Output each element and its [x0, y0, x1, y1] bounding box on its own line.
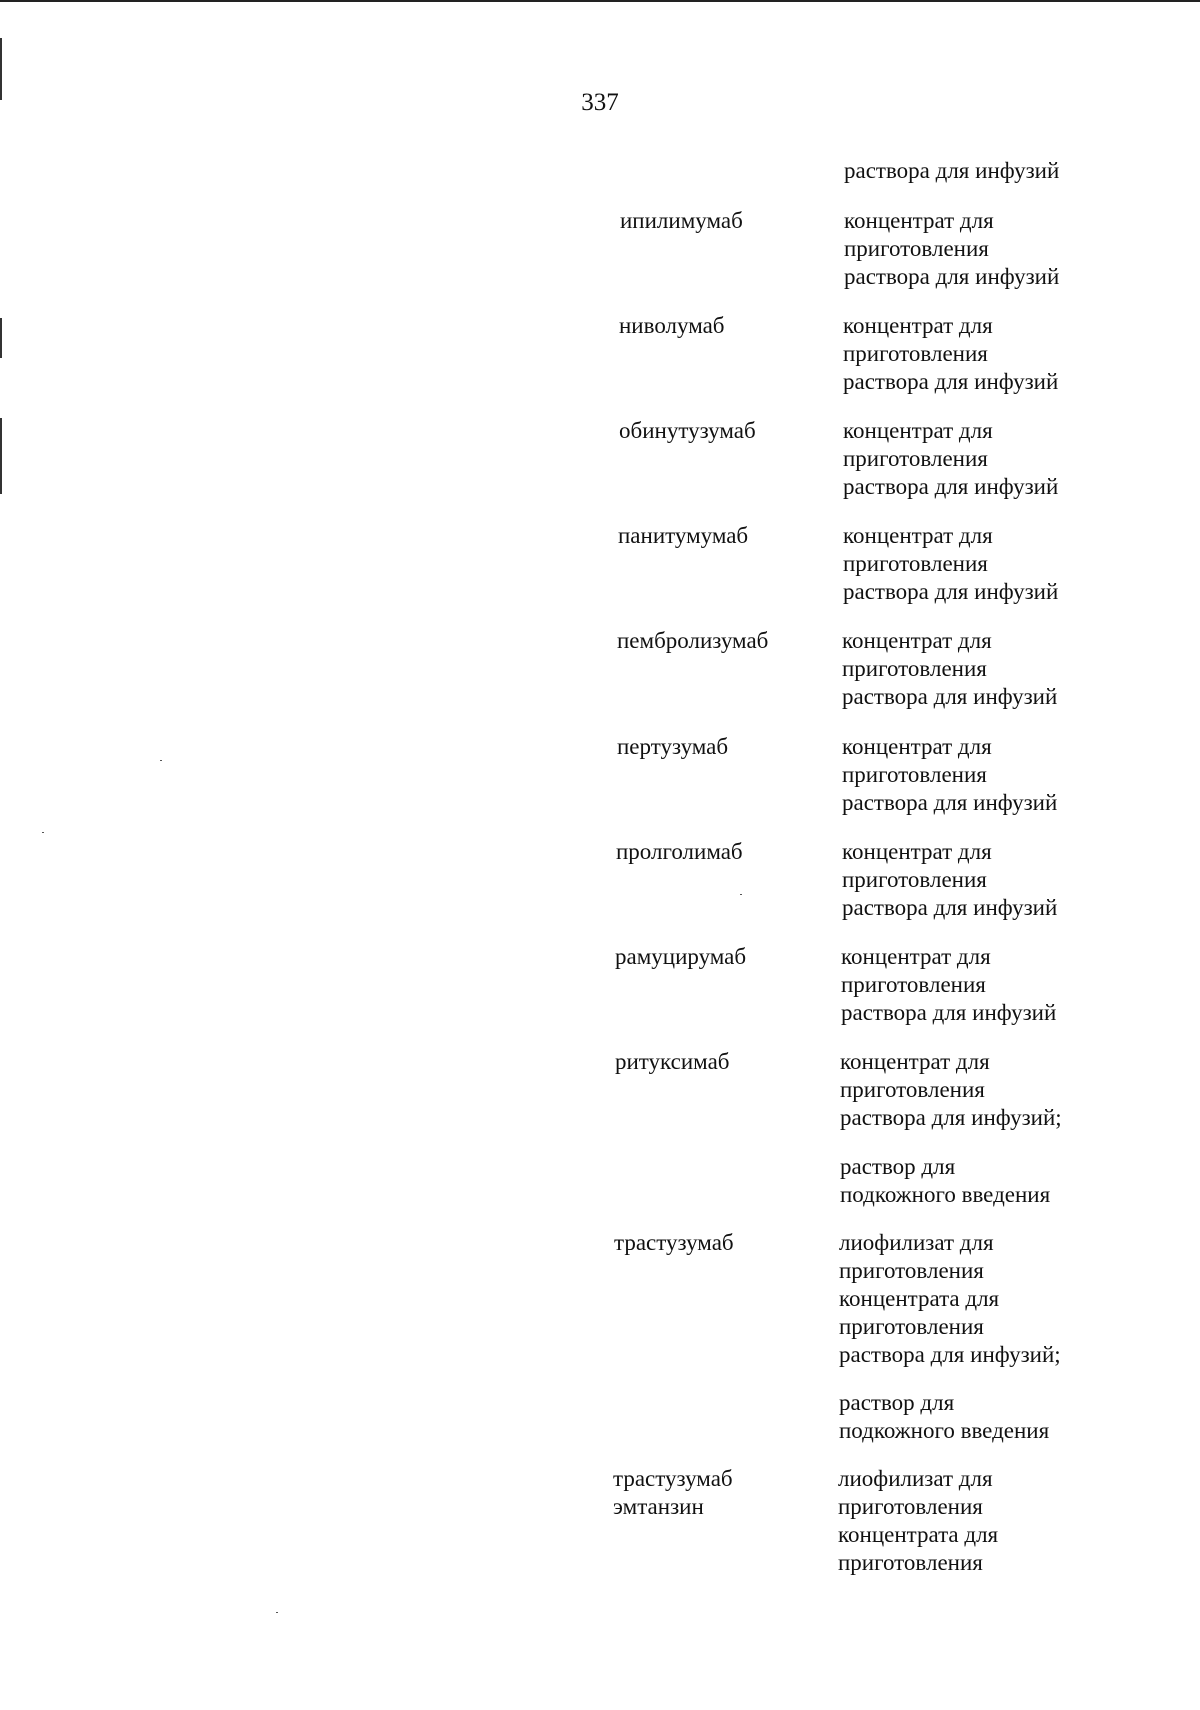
drug-form: концентрат для приготовления раствора для инфузий	[843, 418, 1059, 499]
drug-form: лиофилизат для приготовления концентрата для приготовления раствора для инфузий;	[839, 1230, 1061, 1367]
drug-form: концентрат для приготовления раствора для инфузий	[843, 523, 1059, 604]
drug-name: пертузумаб	[617, 734, 729, 759]
page-number: 337	[581, 89, 619, 116]
drug-name: пембролизумаб	[617, 628, 769, 653]
drug-name: рамуцирумаб	[615, 944, 747, 969]
drug-name: панитумумаб	[618, 523, 749, 548]
drug-name: обинутузумаб	[619, 418, 756, 443]
drug-name: пролголимаб	[616, 839, 743, 864]
drug-name: ритуксимаб	[615, 1049, 730, 1074]
drug-name: ипилимумаб	[620, 208, 743, 233]
drug-name: ниволумаб	[619, 313, 725, 338]
drug-form: концентрат для приготовления раствора для инфузий;	[840, 1049, 1062, 1130]
drug-form: раствор для подкожного введения	[839, 1390, 1050, 1443]
drug-form: концентрат для приготовления раствора для инфузий	[842, 628, 1058, 709]
drug-name: трастузумаб	[614, 1230, 734, 1255]
drug-form: концентрат для приготовления раствора для инфузий	[842, 839, 1058, 920]
drug-form: лиофилизат для приготовления концентрата для приготовления	[838, 1466, 999, 1575]
drug-form: концентрат для приготовления раствора для инфузий	[841, 944, 1057, 1025]
drug-name: трастузумаб эмтанзин	[613, 1466, 733, 1519]
drug-form: концентрат для приготовления раствора для инфузий	[842, 734, 1058, 815]
drug-form: концентрат для приготовления раствора для инфузий	[843, 313, 1059, 394]
drug-form: раствора для инфузий	[844, 158, 1060, 183]
drug-form: раствор для подкожного введения	[840, 1154, 1051, 1207]
drug-form: концентрат для приготовления раствора для инфузий	[844, 208, 1060, 289]
